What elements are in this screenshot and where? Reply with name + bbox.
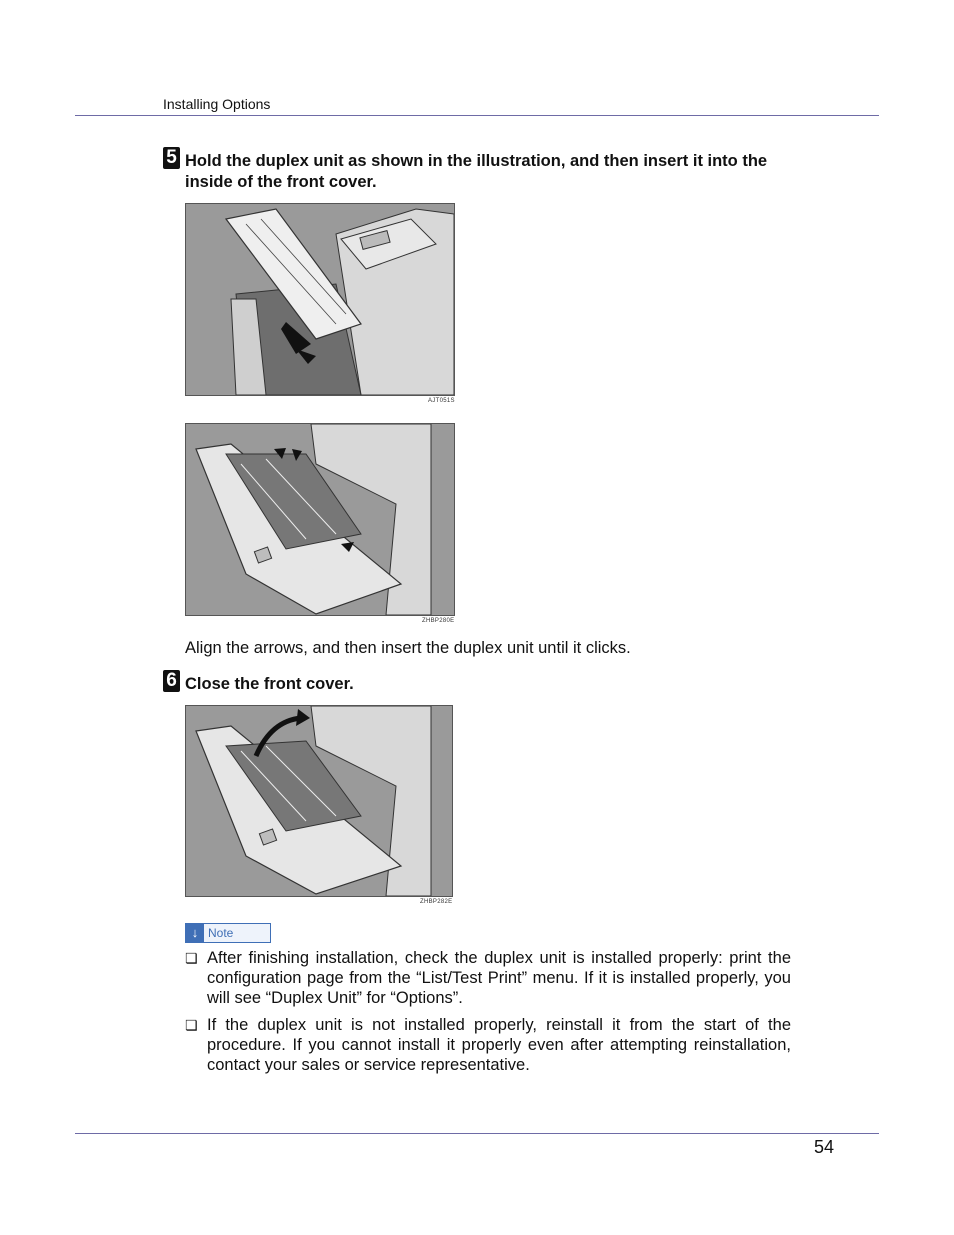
running-header: Installing Options bbox=[163, 96, 271, 112]
down-arrow-icon: ↓ bbox=[186, 924, 204, 942]
note-item-text: After finishing installation, check the duplex unit is installed properly: print the configuration page from the “List/Test Print” menu. If it is installed properly, you will see “Duplex Unit” for “Options”. bbox=[207, 949, 791, 1007]
figure-align-arrows bbox=[185, 423, 455, 616]
header-rule bbox=[75, 115, 879, 116]
illustration-duplex-insert bbox=[186, 204, 454, 395]
footer-rule bbox=[75, 1133, 879, 1134]
step-number-6: 6 bbox=[163, 670, 180, 692]
page-number: 54 bbox=[814, 1137, 835, 1157]
step-6-instruction: Close the front cover. bbox=[185, 675, 354, 693]
step-number-5: 5 bbox=[163, 147, 180, 169]
note-item-text: If the duplex unit is not installed properly, reinstall it from the start of the procedure. If you cannot install it properly even after attempting reinstallation, contact your sales or service representative. bbox=[207, 1016, 791, 1074]
note-item-1 bbox=[185, 948, 791, 1008]
step-5-instruction: Hold the duplex unit as shown in the illustration, and then insert it into the inside of the front cover. bbox=[185, 152, 768, 191]
checkbox-bullet-icon: ❏ bbox=[185, 1017, 198, 1033]
align-instruction: Align the arrows, and then insert the duplex unit until it clicks. bbox=[185, 639, 631, 657]
figure-code-3: ZHBP282E bbox=[420, 899, 453, 905]
note-item-2 bbox=[185, 1015, 791, 1075]
figure-code-2: ZHBP280E bbox=[422, 618, 455, 624]
figure-close-front-cover bbox=[185, 705, 453, 897]
figure-code-1: AJT051S bbox=[428, 398, 455, 404]
note-label: Note bbox=[208, 926, 234, 940]
checkbox-bullet-icon: ❏ bbox=[185, 950, 198, 966]
figure-insert-duplex-unit bbox=[185, 203, 455, 396]
note-badge bbox=[185, 923, 271, 943]
illustration-align-arrows bbox=[186, 424, 454, 615]
illustration-close-cover bbox=[186, 706, 452, 896]
